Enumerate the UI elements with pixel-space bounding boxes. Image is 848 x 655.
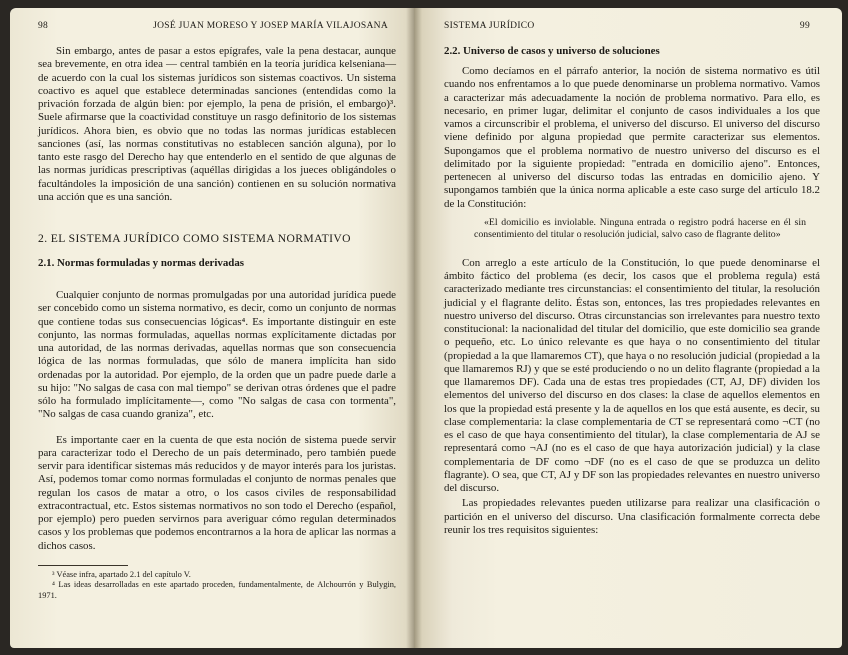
right-paragraph-2: Con arreglo a este artículo de la Constitución, lo que puede denominarse el ámbito fáctico del problema (es decir, los casos que el problema regula) está caracterizado mediante tres circunstancias: el consentimiento del titular, la resolución judicial y el flagrante delito. Éstas son, entonces, las tres propiedades relevantes en nuestro universo del discurso. Otras circunstancias son irrelevantes para nuestro texto constitucional: la nacionalidad del titular del domicilio, que este domicilio sea grande o pequeño, etc. Lo único relevante es que haya o no consentimiento del titular (propiedad a la que llamaremos CT), que haya o no resolución judicial (propiedad a la que llamaremos RJ) y que se esté produciendo o no un delito flagrante (propiedad a la que llamaremos DF). Cada una de estas tres propiedades (CT, AJ, DF) dividen los elementos del universo del discurso en dos clases: la clase de aquellos elementos en los que la propiedad está presente y la de aquellos en los que está ausente, es decir, su clase complementaria: la clase complementaria de CT se representará como ¬CT (no es el caso de que haya consentimiento del titular), la clase complementaria de AJ se representará como ¬AJ (no es el caso de que haya autorización judicial) y la clase complementaria de DF como ¬DF (no es el caso de que se produzca un delito flagrante). O sea, que CT, AJ y DF son las propiedades relevantes en nuestro universo del discurso. xyxy=(444,256,820,494)
footnote-rule xyxy=(38,565,128,566)
right-header-title: SISTEMA JURÍDICO xyxy=(444,21,535,31)
chapter-heading: 2. EL SISTEMA JURÍDICO COMO SISTEMA NORMATIVO xyxy=(38,232,351,245)
right-paragraph-3: Las propiedades relevantes pueden utilizarse para realizar una clasificación o partición en el universo del discurso. Una clasificación formalmente correcta debe reunir los tres requisitos siguientes: xyxy=(444,497,820,536)
left-header-title: JOSÉ JUAN MORESO Y JOSEP MARÍA VILAJOSANA xyxy=(153,21,388,31)
left-section-heading: 2.1. Normas formuladas y normas derivadas xyxy=(38,257,245,269)
left-running-head xyxy=(38,21,396,31)
right-running-head xyxy=(444,21,820,31)
left-paragraph-3: Es importante caer en la cuenta de que esta noción de sistema puede servir para caracterizar todo el Derecho de un país determinado, pero también puede servir para identificar sistemas más reducidos y de mayor interés para los juristas. Así, podemos tomar como normas formuladas el conjunto de normas penales que regulan los casos de matar a otro, o los casos civiles de responsabilidad extracontractual, etc. Estos sistemas normativos no son todo el Derecho (español, por ejemplo) pero pueden servirnos para averiguar cómo regulan determinados casos y los problemas que podemos encontrarnos a la hora de aplicar las normas a dichos casos. xyxy=(38,433,396,552)
footnote-3: ³ Véase infra, apartado 2.1 del capítulo V. xyxy=(52,569,191,579)
right-section-heading: 2.2. Universo de casos y universo de soluciones xyxy=(444,45,660,57)
left-paragraph-1: Sin embargo, antes de pasar a estos epígrafes, vale la pena destacar, aunque sea brevemente, en otra idea — central también en la teoría jurídica kelseniana— de acuerdo con la cual los sistemas jurídicos son sistemas coactivos. Un sistema coactivo es aquel que establece determinadas sanciones (entendidas como la privación forzada de algún bien: por ejemplo, la pena de prisión, el embargo)³. Suele afirmarse que la coactividad constituye un rasgo definitorio de los sistemas jurídicos. Ahora bien, es obvio que no todas las normas jurídicas establecen sanciones (así, las normas constitutivas no establecen sanción alguna), por lo tanto este rasgo del Derecho hay que entenderlo en el sentido de que algunas de las normas jurídicas prescriptivas (aquéllas dirigidas a los jueces obligándoles o facultándoles la imposición de una sanción) contienen en su solución normativa una acción que es una sanción. xyxy=(38,45,396,203)
left-paragraph-2: Cualquier conjunto de normas promulgadas por una autoridad jurídica puede ser concebido como un sistema normativo, es decir, como un conjunto de normas que contiene todas sus consecuencias lógicas⁴. Es importante distinguir en este conjunto, las normas formuladas, aquellas normas explícitamente dictadas por una autoridad, de las normas derivadas, aquellas normas que son consecuencia lógica de las normas formuladas, que sólo de manera implícita han sido ordenadas por la autoridad. Por ejemplo, de la orden que un padre puede darle a su hijo: "No salgas de casa con mal tiempo" se derivan otras órdenes que el padre sólo ha formulado implícitamente—, como "No salgas de casa con tormenta", "No salgas de casa cuando graniza", etc. xyxy=(38,289,396,421)
right-page-number: 99 xyxy=(799,21,810,31)
left-page xyxy=(10,8,414,648)
constitution-quote: «El domicilio es inviolable. Ninguna entrada o registro podrá hacerse en él sin consentimiento del titular o resolución judicial, salvo caso de flagrante delito» xyxy=(474,216,806,240)
footnote-4: ⁴ Las ideas desarrolladas en este apartado proceden, fundamentalmente, de Alchourrón y Bulygin, 1971. xyxy=(38,580,396,600)
right-paragraph-1: Como decíamos en el párrafo anterior, la noción de sistema normativo es útil cuando nos enfrentamos a lo que puede denominarse un problema normativo. Vamos a caracterizar más adecuadamente la noción de problema normativo. Para ello, es necesario, en primer lugar, delimitar el conjunto de casos individuales a los que vamos a circunscribir el problema, el universo del discurso. El universo del discurso viene definido por alguna propiedad que permite caracterizar sus elementos. Supongamos que el problema normativo de nuestro universo del discurso es el delimitado por la siguiente propiedad: "entrada en domicilio ajeno". Entonces, pertenecen al universo del discurso todas las entradas en domicilio ajeno. Y supongamos también que la única norma aplicable a este caso surge del artículo 18.2 de la Constitución: xyxy=(444,65,820,210)
left-page-number: 98 xyxy=(38,21,49,31)
footnotes xyxy=(38,565,396,602)
book-gutter xyxy=(406,8,422,648)
right-page xyxy=(414,8,842,648)
